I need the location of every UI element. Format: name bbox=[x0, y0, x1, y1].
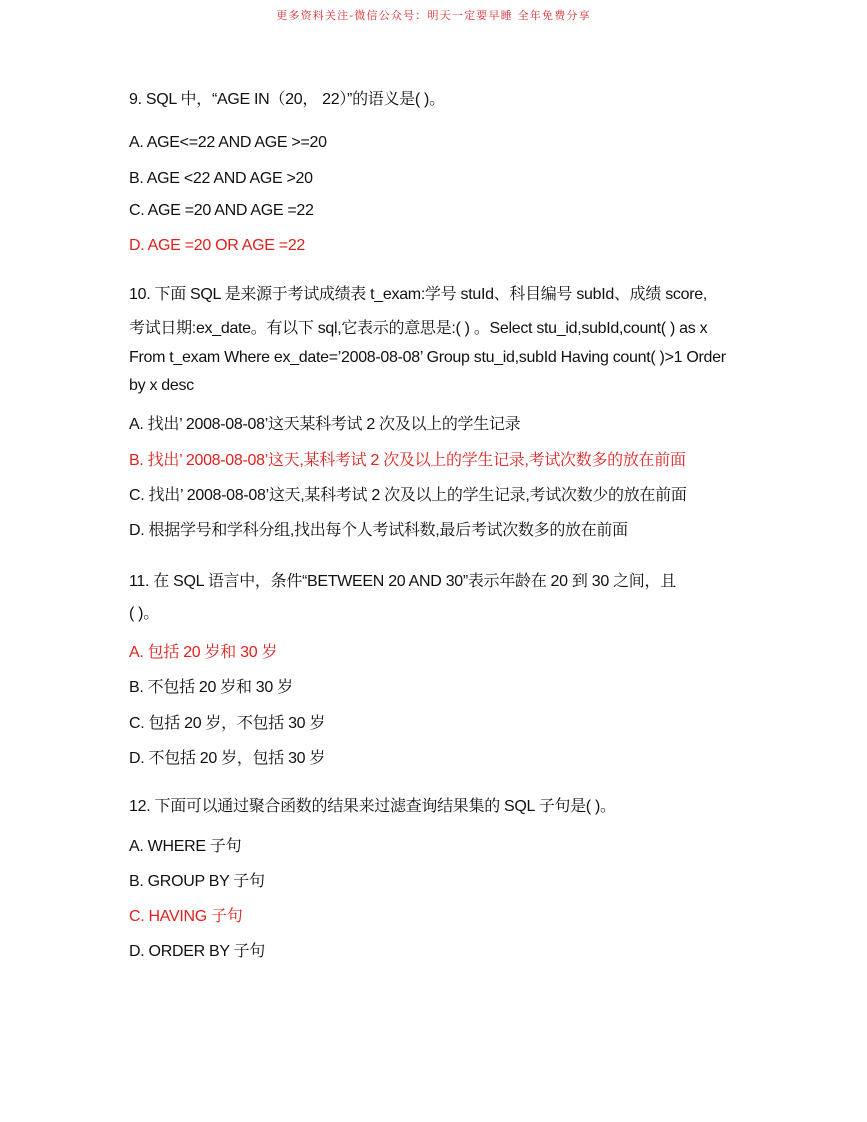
question-10-line-2: 考试日期:ex_date。有以下 sql,它表示的意思是:( ) 。Select stu_id,subId,count( ) as x bbox=[129, 320, 708, 337]
question-11-line-1: 11. 在 SQL 语言中，条件“BETWEEN 20 AND 30”表示年龄在 20 到 30 之间，且 bbox=[129, 573, 676, 590]
question-9-line-1: 9. SQL 中，“AGE IN（20， 22）”的语义是( )。 bbox=[129, 91, 445, 108]
question-10-line-4: by x desc bbox=[129, 377, 194, 394]
question-10-option-a: A. 找出’ 2008-08-08’这天某科考试 2 次及以上的学生记录 bbox=[129, 416, 521, 433]
question-11-line-2: ( )。 bbox=[129, 605, 159, 622]
question-10-option-c: C. 找出’ 2008-08-08’这天,某科考试 2 次及以上的学生记录,考试次数少的放在前面 bbox=[129, 487, 687, 504]
question-9-option-c: C. AGE =20 AND AGE =22 bbox=[129, 202, 314, 219]
question-12-option-a: A. WHERE 子句 bbox=[129, 838, 242, 855]
question-11-option-c: C. 包括 20 岁，不包括 30 岁 bbox=[129, 715, 326, 732]
question-10-option-d: D. 根据学号和学科分组,找出每个人考试科数,最后考试次数多的放在前面 bbox=[129, 522, 628, 539]
question-12-option-b: B. GROUP BY 子句 bbox=[129, 873, 265, 890]
question-12-option-d: D. ORDER BY 子句 bbox=[129, 943, 265, 960]
question-12-option-c: C. HAVING 子句 bbox=[129, 908, 243, 925]
question-9-option-a: A. AGE<=22 AND AGE >=20 bbox=[129, 134, 327, 151]
question-12-line-1: 12. 下面可以通过聚合函数的结果来过滤查询结果集的 SQL 子句是( )。 bbox=[129, 798, 616, 815]
header-banner: 更多资料关注-微信公众号：明天一定要早睡 全年免费分享 bbox=[276, 9, 591, 22]
question-11-option-b: B. 不包括 20 岁和 30 岁 bbox=[129, 679, 293, 696]
question-11-option-a: A. 包括 20 岁和 30 岁 bbox=[129, 644, 278, 661]
question-10-line-1: 10. 下面 SQL 是来源于考试成绩表 t_exam:学号 stuId、科目编号 subId、成绩 score, bbox=[129, 286, 707, 303]
question-10-option-b: B. 找出’ 2008-08-08’这天,某科考试 2 次及以上的学生记录,考试次数多的放在前面 bbox=[129, 452, 686, 469]
question-10-line-3: From t_exam Where ex_date=’2008-08-08’ Group stu_id,subId Having count( )>1 Order bbox=[129, 349, 726, 366]
question-9-option-d: D. AGE =20 OR AGE =22 bbox=[129, 237, 306, 254]
question-9-option-b: B. AGE <22 AND AGE >20 bbox=[129, 170, 313, 187]
question-11-option-d: D. 不包括 20 岁，包括 30 岁 bbox=[129, 750, 326, 767]
